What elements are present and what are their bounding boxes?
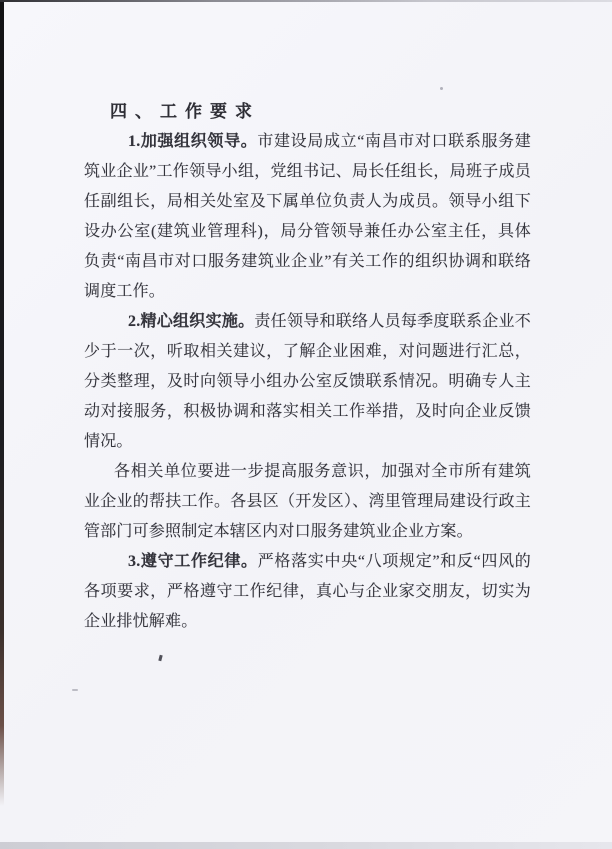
paragraph-1 xyxy=(84,127,531,307)
paragraph-3-text: 各相关单位要进一步提高服务意识，加强对全市所有建筑业企业的帮扶工作。各县区（开发区）、湾里管理局建设行政主管部门可参照制定本辖区内对口服务建筑业企业方案。 xyxy=(84,463,531,540)
section-heading: 四、工作要求 xyxy=(110,102,260,121)
scan-speck xyxy=(440,87,443,90)
scan-edge-left xyxy=(0,0,4,806)
paragraph-4-lead: 3.遵守工作纪律。 xyxy=(128,553,258,570)
scan-edge-top xyxy=(0,0,612,2)
paragraph-4 xyxy=(84,547,531,637)
paragraph-2-text: 责任领导和联络人员每季度联系企业不少于一次，听取相关建议，了解企业困难，对问题进行汇总，分类整理，及时向领导小组办公室反馈联系情况。明确专人主动对接服务，积极协调和落实相关工作举措，及时向企业反馈情况。 xyxy=(84,313,531,450)
document-body xyxy=(84,97,531,637)
paragraph-2-lead: 2.精心组织实施。 xyxy=(128,313,255,330)
scan-edge-bottom xyxy=(0,842,612,849)
paragraph-4-text: 严格落实中央“八项规定”和反“四风的各项要求，严格遵守工作纪律，真心与企业家交朋友，切实为企业排忧解难。 xyxy=(84,553,531,630)
paragraph-1-lead: 1.加强组织领导。 xyxy=(128,133,258,150)
paragraph-2 xyxy=(84,307,531,457)
scan-speck xyxy=(158,655,162,662)
scan-speck xyxy=(72,689,78,691)
paragraph-1-text: 市建设局成立“南昌市对口联系服务建筑业企业”工作领导小组，党组书记、局长任组长，局班子成员任副组长，局相关处室及下属单位负责人为成员。领导小组下设办公室(建筑业管理科)，局分管领导兼任办公室主任，具体负责“南昌市对口服务建筑业企业”有关工作的组织协调和联络调度工作。 xyxy=(84,133,531,300)
paragraph-3 xyxy=(84,457,531,547)
